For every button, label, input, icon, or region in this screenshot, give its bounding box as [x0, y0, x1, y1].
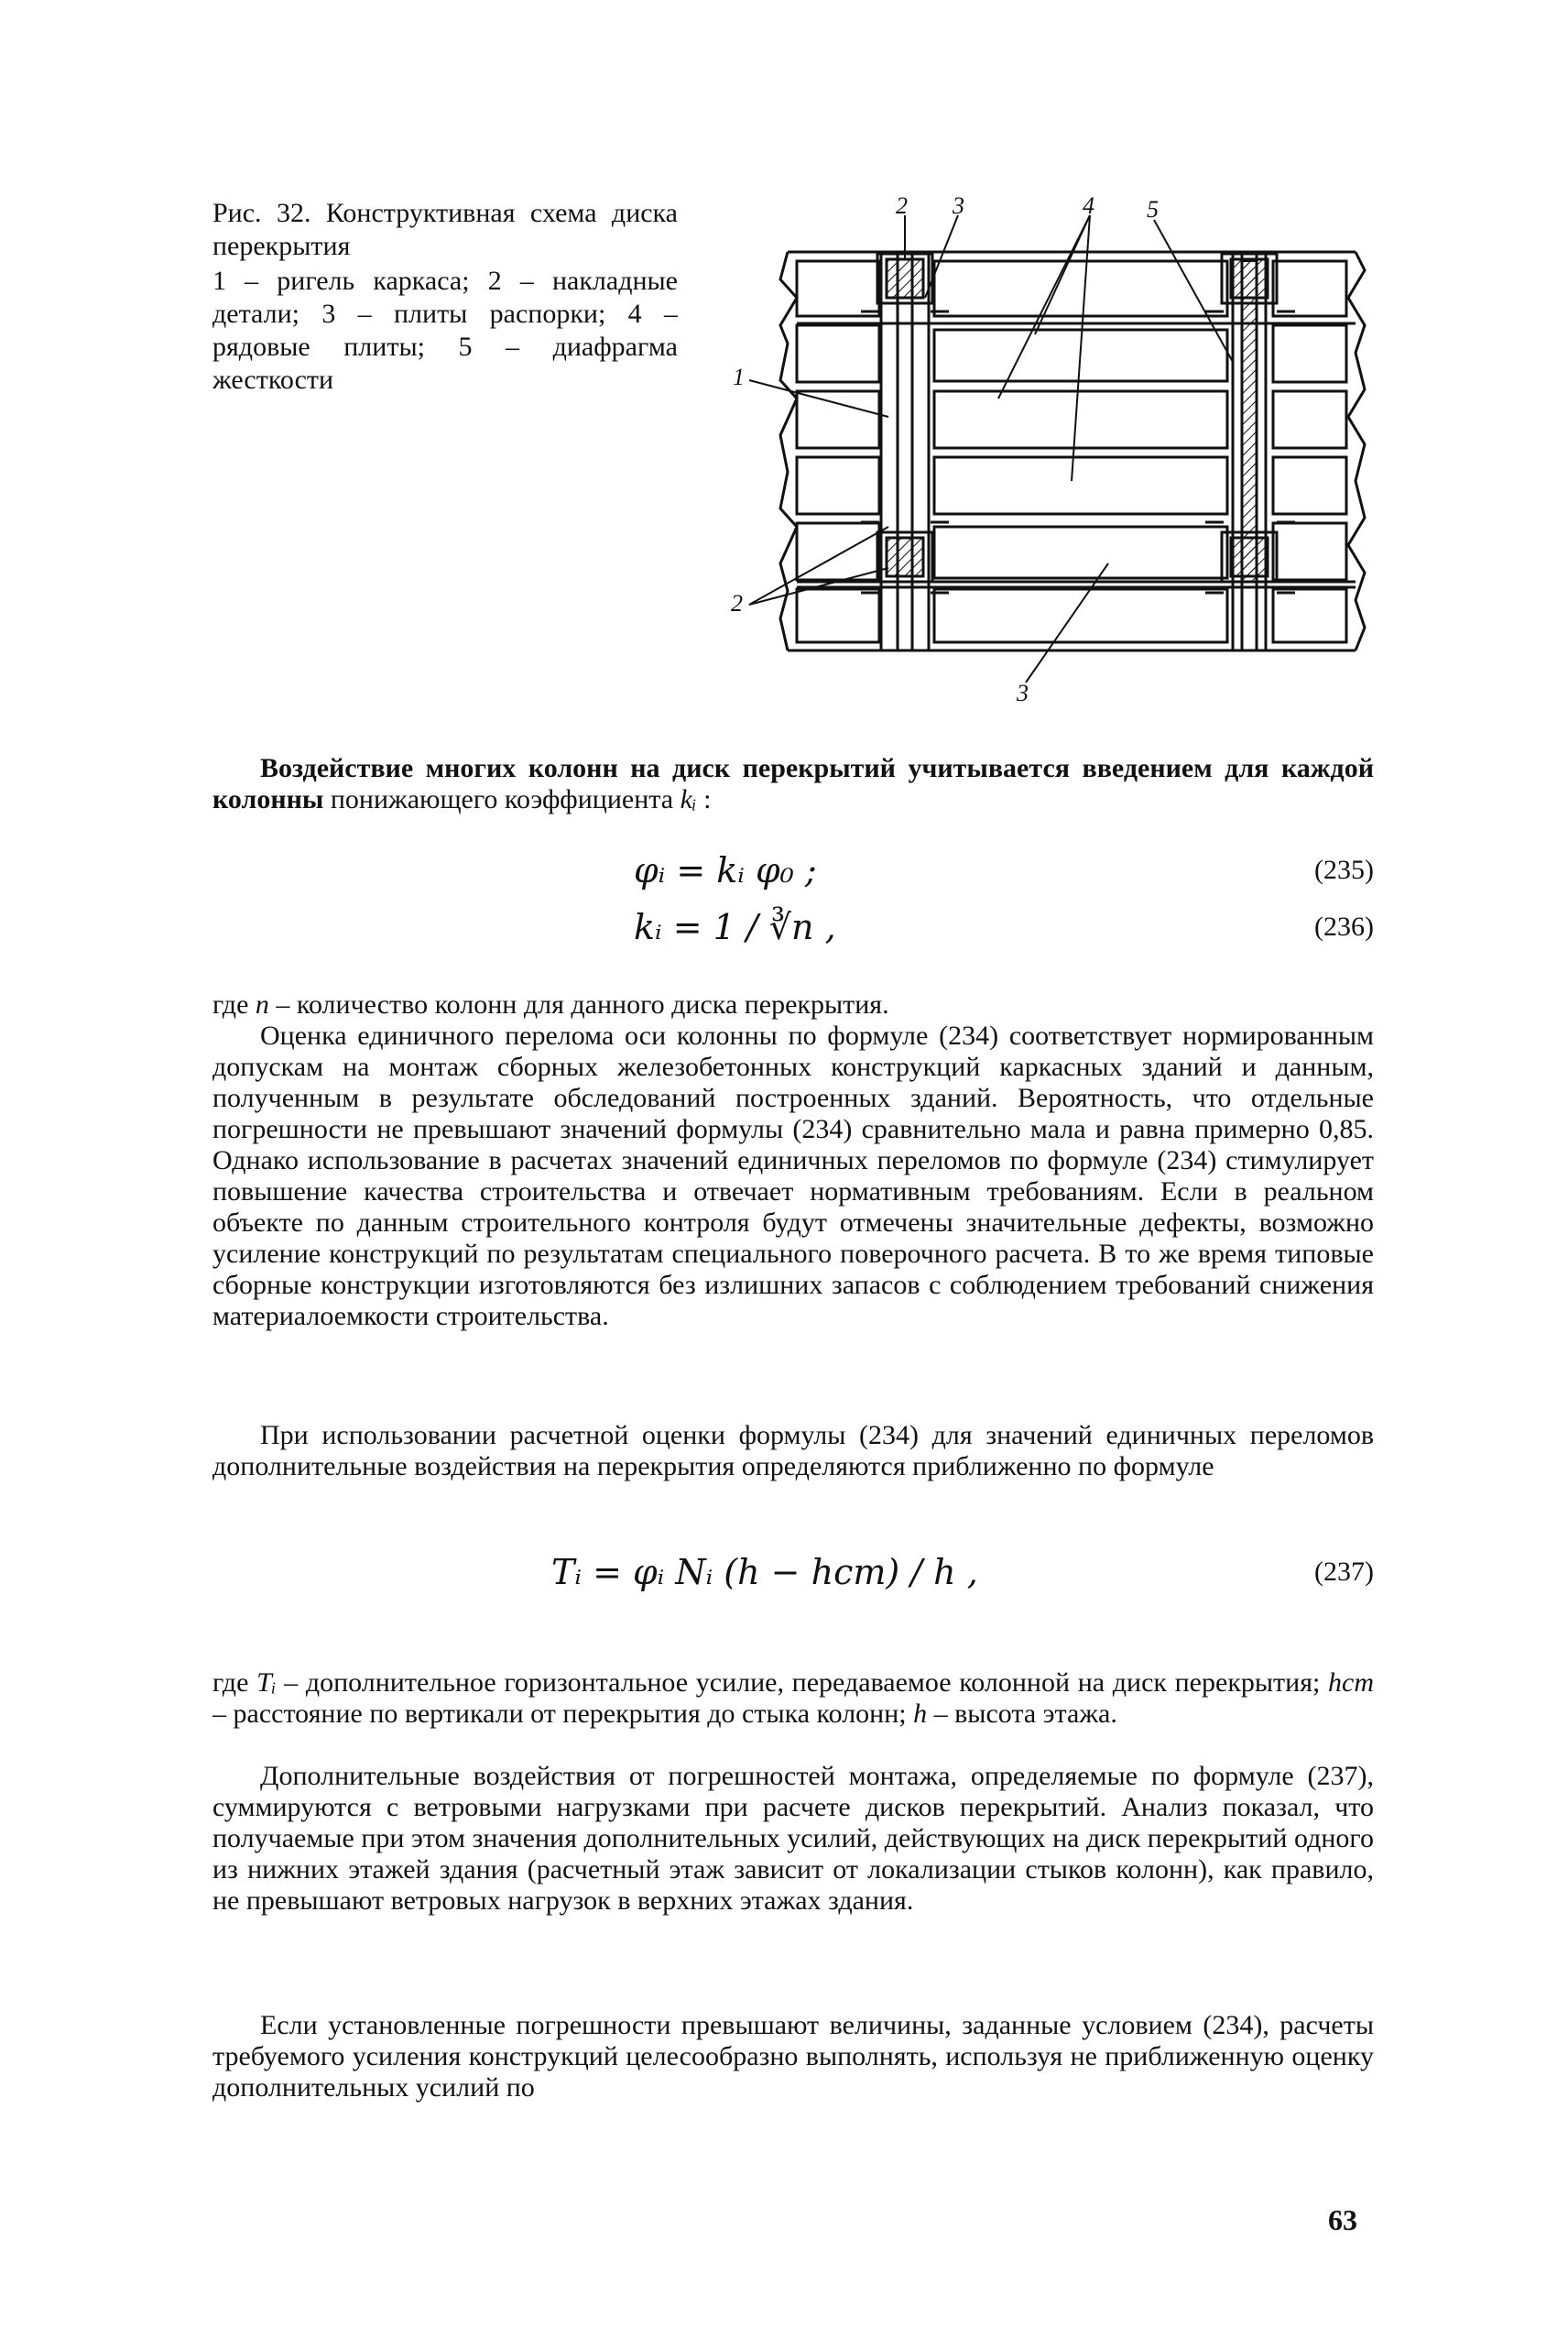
figure-label-2-top: 2	[896, 197, 908, 219]
paragraph-calculation	[212, 1420, 1374, 1482]
figure-caption-title: Рис. 32. Конструктивная схема диска перекрытия	[212, 198, 678, 261]
paragraph-reinforcement-text: Если установленные погрешности превышают величины, заданные условием (234), расчеты требуемого усиления конструкций целесообразно выполнять, используя не приближенную оценку дополнительных усилий по	[212, 2010, 1374, 2103]
figure-label-3-bottom: 3	[1017, 680, 1029, 706]
equation-235-number: (235)	[1314, 855, 1374, 885]
floor-disk-scheme-figure	[724, 197, 1383, 710]
paragraph-wind-loads	[212, 1761, 1374, 1917]
page-number: 63	[1328, 2203, 1357, 2236]
paragraph-intro-end: :	[696, 784, 712, 814]
equation-236-expression: kᵢ = 1 / ∛n ,	[634, 907, 836, 947]
paragraph-calculation-text: При использовании расчетной оценки формулы (234) для значений единичных переломов дополнительные воздействия на перекрытия определяются приближенно по формуле	[212, 1420, 1374, 1481]
symbol-h: h	[913, 1699, 928, 1729]
paragraph-assessment	[212, 1021, 1374, 1332]
where-n-text: – количество колонн для данного диска перекрытия.	[268, 989, 889, 1020]
paragraph-assessment-text: Оценка единичного перелома оси колонны по формуле (234) соответствует нормированным допускам на монтаж сборных железобетонных конструкций каркасных зданий и данным, полученным в результате обследований построенных зданий. Вероятность, что отдельные погрешности не превышают значений формулы (234) сравнительно мала и равна примерно 0,85. Однако использование в расчетах значений единичных переломов по формуле (234) стимулирует повышение качества строительства и отвечает нормативным требованиям. Если в реальном объекте по данным строительного контроля будут отмечены значительные дефекты, возможно усиление конструкций по результатам специального поверочного расчета. В то же время типовые сборные конструкции изготовляются без излишних запасов с соблюдением требований снижения материалоемкости строительства.	[212, 1021, 1374, 1331]
paragraph-intro-regular: понижающего коэффициента	[323, 784, 681, 814]
where-n-prefix: где	[212, 989, 256, 1020]
where-t-definitions	[212, 1667, 1374, 1730]
equation-236-number: (236)	[1314, 912, 1374, 942]
paragraph-reinforcement	[212, 2010, 1374, 2103]
paragraph-intro-bold: Воздействие многих колонн на диск перекрытий учитывается введением для каждой колонны	[212, 753, 1374, 814]
figure-label-4: 4	[1083, 197, 1094, 219]
equation-237-number: (237)	[1314, 1557, 1374, 1587]
where-t-text-3: – высота этажа.	[927, 1699, 1117, 1729]
paragraph-intro	[212, 753, 1374, 815]
coefficient-symbol: kᵢ	[680, 784, 697, 814]
figure-label-2-bottom: 2	[731, 590, 743, 617]
figure-label-5: 5	[1147, 197, 1159, 223]
equation-235-expression: φᵢ = kᵢ φ₀ ;	[634, 850, 817, 890]
paragraph-wind-loads-text: Дополнительные воздействия от погрешностей монтажа, определяемые по формуле (237), суммируются с ветровыми нагрузками при расчете дисков перекрытий. Анализ показал, что получаемые при этом значения дополнительных усилий, действующих на диск перекрытий одного из нижних этажей здания (расчетный этаж зависит от локализации стыков колонн), как правило, не превышают ветровых нагрузок в верхних этажах здания.	[212, 1761, 1374, 1916]
floor-disk-scheme-drawing	[724, 197, 1383, 710]
equation-237-expression: Tᵢ = φᵢ Nᵢ (h − hст) / h ,	[551, 1552, 978, 1592]
where-t-text-2: – расстояние по вертикали от перекрытия до стыка колонн;	[212, 1699, 914, 1729]
where-n-symbol: n	[255, 989, 269, 1020]
figure-label-3-top: 3	[953, 197, 964, 219]
figure-label-1: 1	[733, 364, 745, 390]
equation-236	[212, 903, 1374, 951]
symbol-hct: hст	[1328, 1667, 1374, 1698]
symbol-t: Tᵢ	[256, 1667, 277, 1698]
equation-237	[212, 1548, 1374, 1596]
where-n-line	[212, 989, 1374, 1021]
equation-235	[212, 847, 1374, 894]
figure-caption-legend: 1 – ригель каркаса; 2 – накладные детали; 3 – плиты распорки; 4 – рядовые плиты; 5 – диафрагма жесткости	[212, 266, 678, 395]
figure-caption	[212, 197, 678, 397]
where-t-prefix: где	[212, 1667, 257, 1698]
where-t-text-1: – дополнительное горизонтальное усилие, передаваемое колонной на диск перекрытия;	[276, 1667, 1329, 1698]
